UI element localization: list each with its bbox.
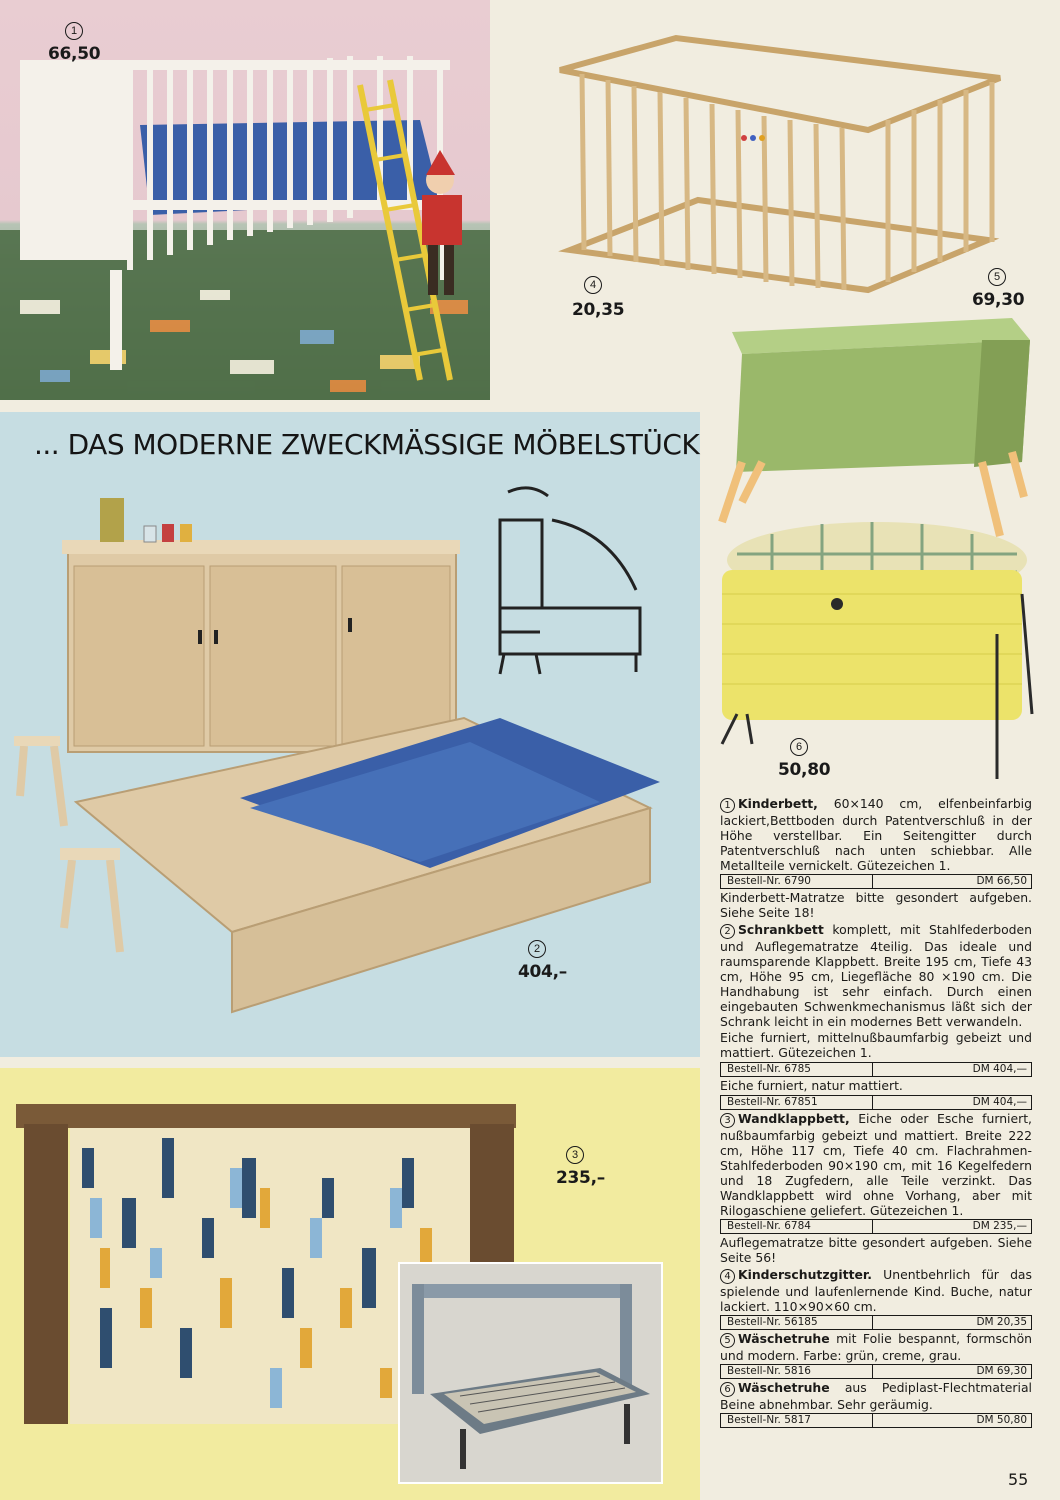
- entry-kinderbett: [720, 796, 1032, 873]
- price-6: 50,80: [778, 760, 831, 780]
- order-4-number: Bestell-Nr. 56185: [721, 1316, 873, 1329]
- order-6-price: DM 50,80: [976, 1414, 1027, 1426]
- entry-3-title: Wandklappbett,: [738, 1111, 850, 1126]
- entry-2-title: Schrankbett: [738, 922, 824, 937]
- price-5-number: 5: [988, 268, 1006, 286]
- cabinet-bed-photo: [0, 412, 700, 1057]
- section-heading: ... DAS MODERNE ZWECKMÄSSIGE MÖBELSTÜCK: [34, 428, 700, 461]
- price-6-number: 6: [790, 738, 808, 756]
- entry-1-number: 1: [720, 798, 735, 813]
- entry-6-title: Wäschetruhe: [738, 1380, 830, 1395]
- order-3-number: Bestell-Nr. 6784: [721, 1220, 873, 1233]
- entry-3-body: Eiche oder Esche furniert, nußbaumfarbig gebeizt und mattiert. Breite 222 cm, Höhe 117 cm, Tiefe 40 cm. Flachrahmen-Stahlfederboden 90×190 cm, mit 16 Kegelfedern und 18 Zugfedern, alle Teile verzinkt. Das Wandklappbett wird ohne Vorhang, aber mit Rilogaschiene geliefert. Gütezeichen 1.: [720, 1111, 1032, 1218]
- order-row-2b: [720, 1095, 1032, 1110]
- order-4-price: DM 20,35: [976, 1316, 1027, 1328]
- price-5: 69,30: [972, 290, 1025, 310]
- product-descriptions: [720, 796, 1032, 1429]
- entry-2-variant-1: Eiche furniert, mittelnußbaumfarbig gebeizt und mattiert. Gütezeichen 1.: [720, 1030, 1032, 1060]
- entry-waeschetruhe-folie: [720, 1331, 1032, 1363]
- price-4: 20,35: [572, 300, 625, 320]
- entry-6-number: 6: [720, 1382, 735, 1397]
- entry-1-note: Kinderbett-Matratze bitte gesondert aufgeben. Siehe Seite 18!: [720, 890, 1032, 920]
- entry-wandklappbett: [720, 1111, 1032, 1218]
- price-3-number: 3: [566, 1146, 584, 1164]
- price-2-number: 2: [528, 940, 546, 958]
- entry-waeschetruhe-pediplast: [720, 1380, 1032, 1412]
- entry-6-body: aus Pediplast-Flechtmaterial Beine abnehmbar. Sehr geräumig.: [720, 1380, 1032, 1412]
- price-1: 66,50: [48, 44, 101, 64]
- entry-5-body: mit Folie bespannt, formschön und modern. Farbe: grün, creme, grau.: [720, 1331, 1032, 1363]
- yellow-wicker-chest: [712, 514, 1042, 789]
- entry-3-number: 3: [720, 1113, 735, 1128]
- entry-2-variant-2: Eiche furniert, natur mattiert.: [720, 1078, 903, 1093]
- entry-kinderschutzgitter: [720, 1267, 1032, 1314]
- entry-schrankbett: [720, 922, 1032, 1029]
- order-row-6: [720, 1413, 1032, 1428]
- order-1-number: Bestell-Nr. 6790: [721, 875, 873, 888]
- cabinet-bed-illustration: [0, 412, 700, 1057]
- wall-bed-open-photo: [398, 1262, 663, 1484]
- order-row-4: [720, 1315, 1032, 1330]
- price-2: 404,–: [518, 962, 567, 982]
- entry-4-body: Unentbehrlich für das spielende und laufenlernende Kind. Buche, natur lackiert. 110×90×60 cm.: [720, 1267, 1032, 1314]
- entry-2-body: komplett, mit Stahlfederboden und Auflegematratze 4teilig. Das ideale und raumsparende Klappbett. Breite 195 cm, Tiefe 43 cm, Höhe 95 cm, Liegefläche 80 ×190 cm. Die Handhabung ist sehr einfach. Durch einen eingebauten Schwenkmechanismus läßt sich der Schrank leicht in ein modernes Bett verwandeln.: [720, 922, 1032, 1029]
- order-5-number: Bestell-Nr. 5816: [721, 1365, 873, 1378]
- entry-1-body: 60×140 cm, elfenbeinfarbig lackiert,Bettboden durch Patentverschluß in der Höhe verstellbar. Ein Seitengitter durch Patentverschluß nach unten schiebbar. Alle Metallteile vernickelt. Gütezeichen 1.: [720, 796, 1032, 873]
- entry-5-title: Wäschetruhe: [738, 1331, 830, 1346]
- order-6-number: Bestell-Nr. 5817: [721, 1414, 873, 1427]
- entry-5-number: 5: [720, 1333, 735, 1348]
- order-row-2: [720, 1062, 1032, 1077]
- order-row-3: [720, 1219, 1032, 1234]
- price-4-number: 4: [584, 276, 602, 294]
- price-1-number: 1: [65, 22, 83, 40]
- order-1-price: DM 66,50: [976, 875, 1027, 887]
- price-3: 235,–: [556, 1168, 605, 1188]
- order-row-1: [720, 874, 1032, 889]
- order-2-price: DM 404,—: [972, 1063, 1027, 1075]
- order-row-5: [720, 1364, 1032, 1379]
- entry-3-note: Auflegematratze bitte gesondert aufgeben. Siehe Seite 56!: [720, 1235, 1032, 1265]
- page-number: 55: [1008, 1470, 1029, 1489]
- order-2b-price: DM 404,—: [972, 1096, 1027, 1108]
- green-laundry-chest: [712, 312, 1052, 542]
- wall-bed-open-illustration: [400, 1264, 661, 1482]
- playpen-illustration: [548, 30, 1008, 300]
- order-3-price: DM 235,—: [972, 1220, 1027, 1232]
- entry-2-number: 2: [720, 924, 735, 939]
- order-2b-number: Bestell-Nr. 67851: [721, 1096, 873, 1109]
- entry-4-title: Kinderschutzgitter.: [738, 1267, 872, 1282]
- order-5-price: DM 69,30: [976, 1365, 1027, 1377]
- entry-4-number: 4: [720, 1269, 735, 1284]
- entry-1-title: Kinderbett,: [738, 796, 818, 811]
- order-2-number: Bestell-Nr. 6785: [721, 1063, 873, 1076]
